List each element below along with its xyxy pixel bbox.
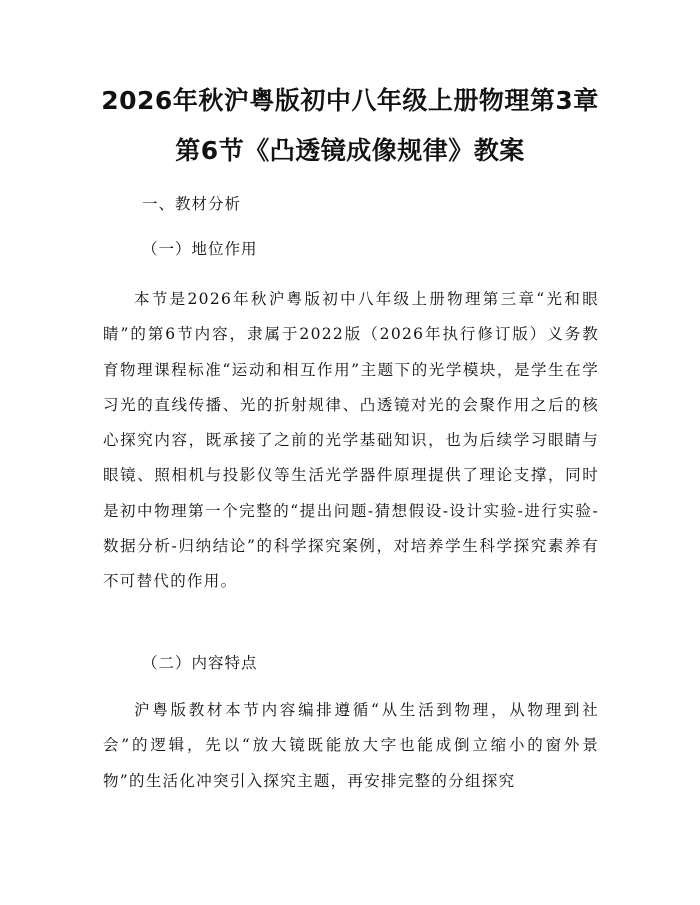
subsection-heading-content-features: （二）内容特点 [142,654,258,672]
paragraph-content-features: 沪粤版教材本节内容编排遵循“从生活到物理，从物理到社会”的逻辑，先以“放大镜既能放大字也能成倒立缩小的窗外景物”的生活化冲突引入探究主题，再安排完整的分组探究 [103,701,599,790]
section-heading-textbook-analysis: 一、教材分析 [142,195,242,213]
subsection-heading-position-role: （一）地位作用 [142,240,258,258]
document-title-line-1: 2026年秋沪粤版初中八年级上册物理第3章 [101,86,599,115]
document-title-line-2: 第6节《凸透镜成像规律》教案 [175,136,525,165]
paragraph-position-role: 本节是2026年秋沪粤版初中八年级上册物理第三章“光和眼睛”的第6节内容，隶属于2022版（2026年执行修订版）义务教育物理课程标准“运动和相互作用”主题下的光学模块，是学生在学习光的直线传播、光的折射规律、凸透镜对光的会聚作用之后的核心探究内容，既承接了之前的光学基础知识，也为后续学习眼睛与眼镜、照相机与投影仪等生活光学器件原理提供了理论支撑，同时是初中物理第一个完整的“提出问题-猜想假设-设计实验-进行实验-数据分析-归纳结论”的科学探究案例，对培养学生科学探究素养有不可替代的作用。 [103,290,599,591]
